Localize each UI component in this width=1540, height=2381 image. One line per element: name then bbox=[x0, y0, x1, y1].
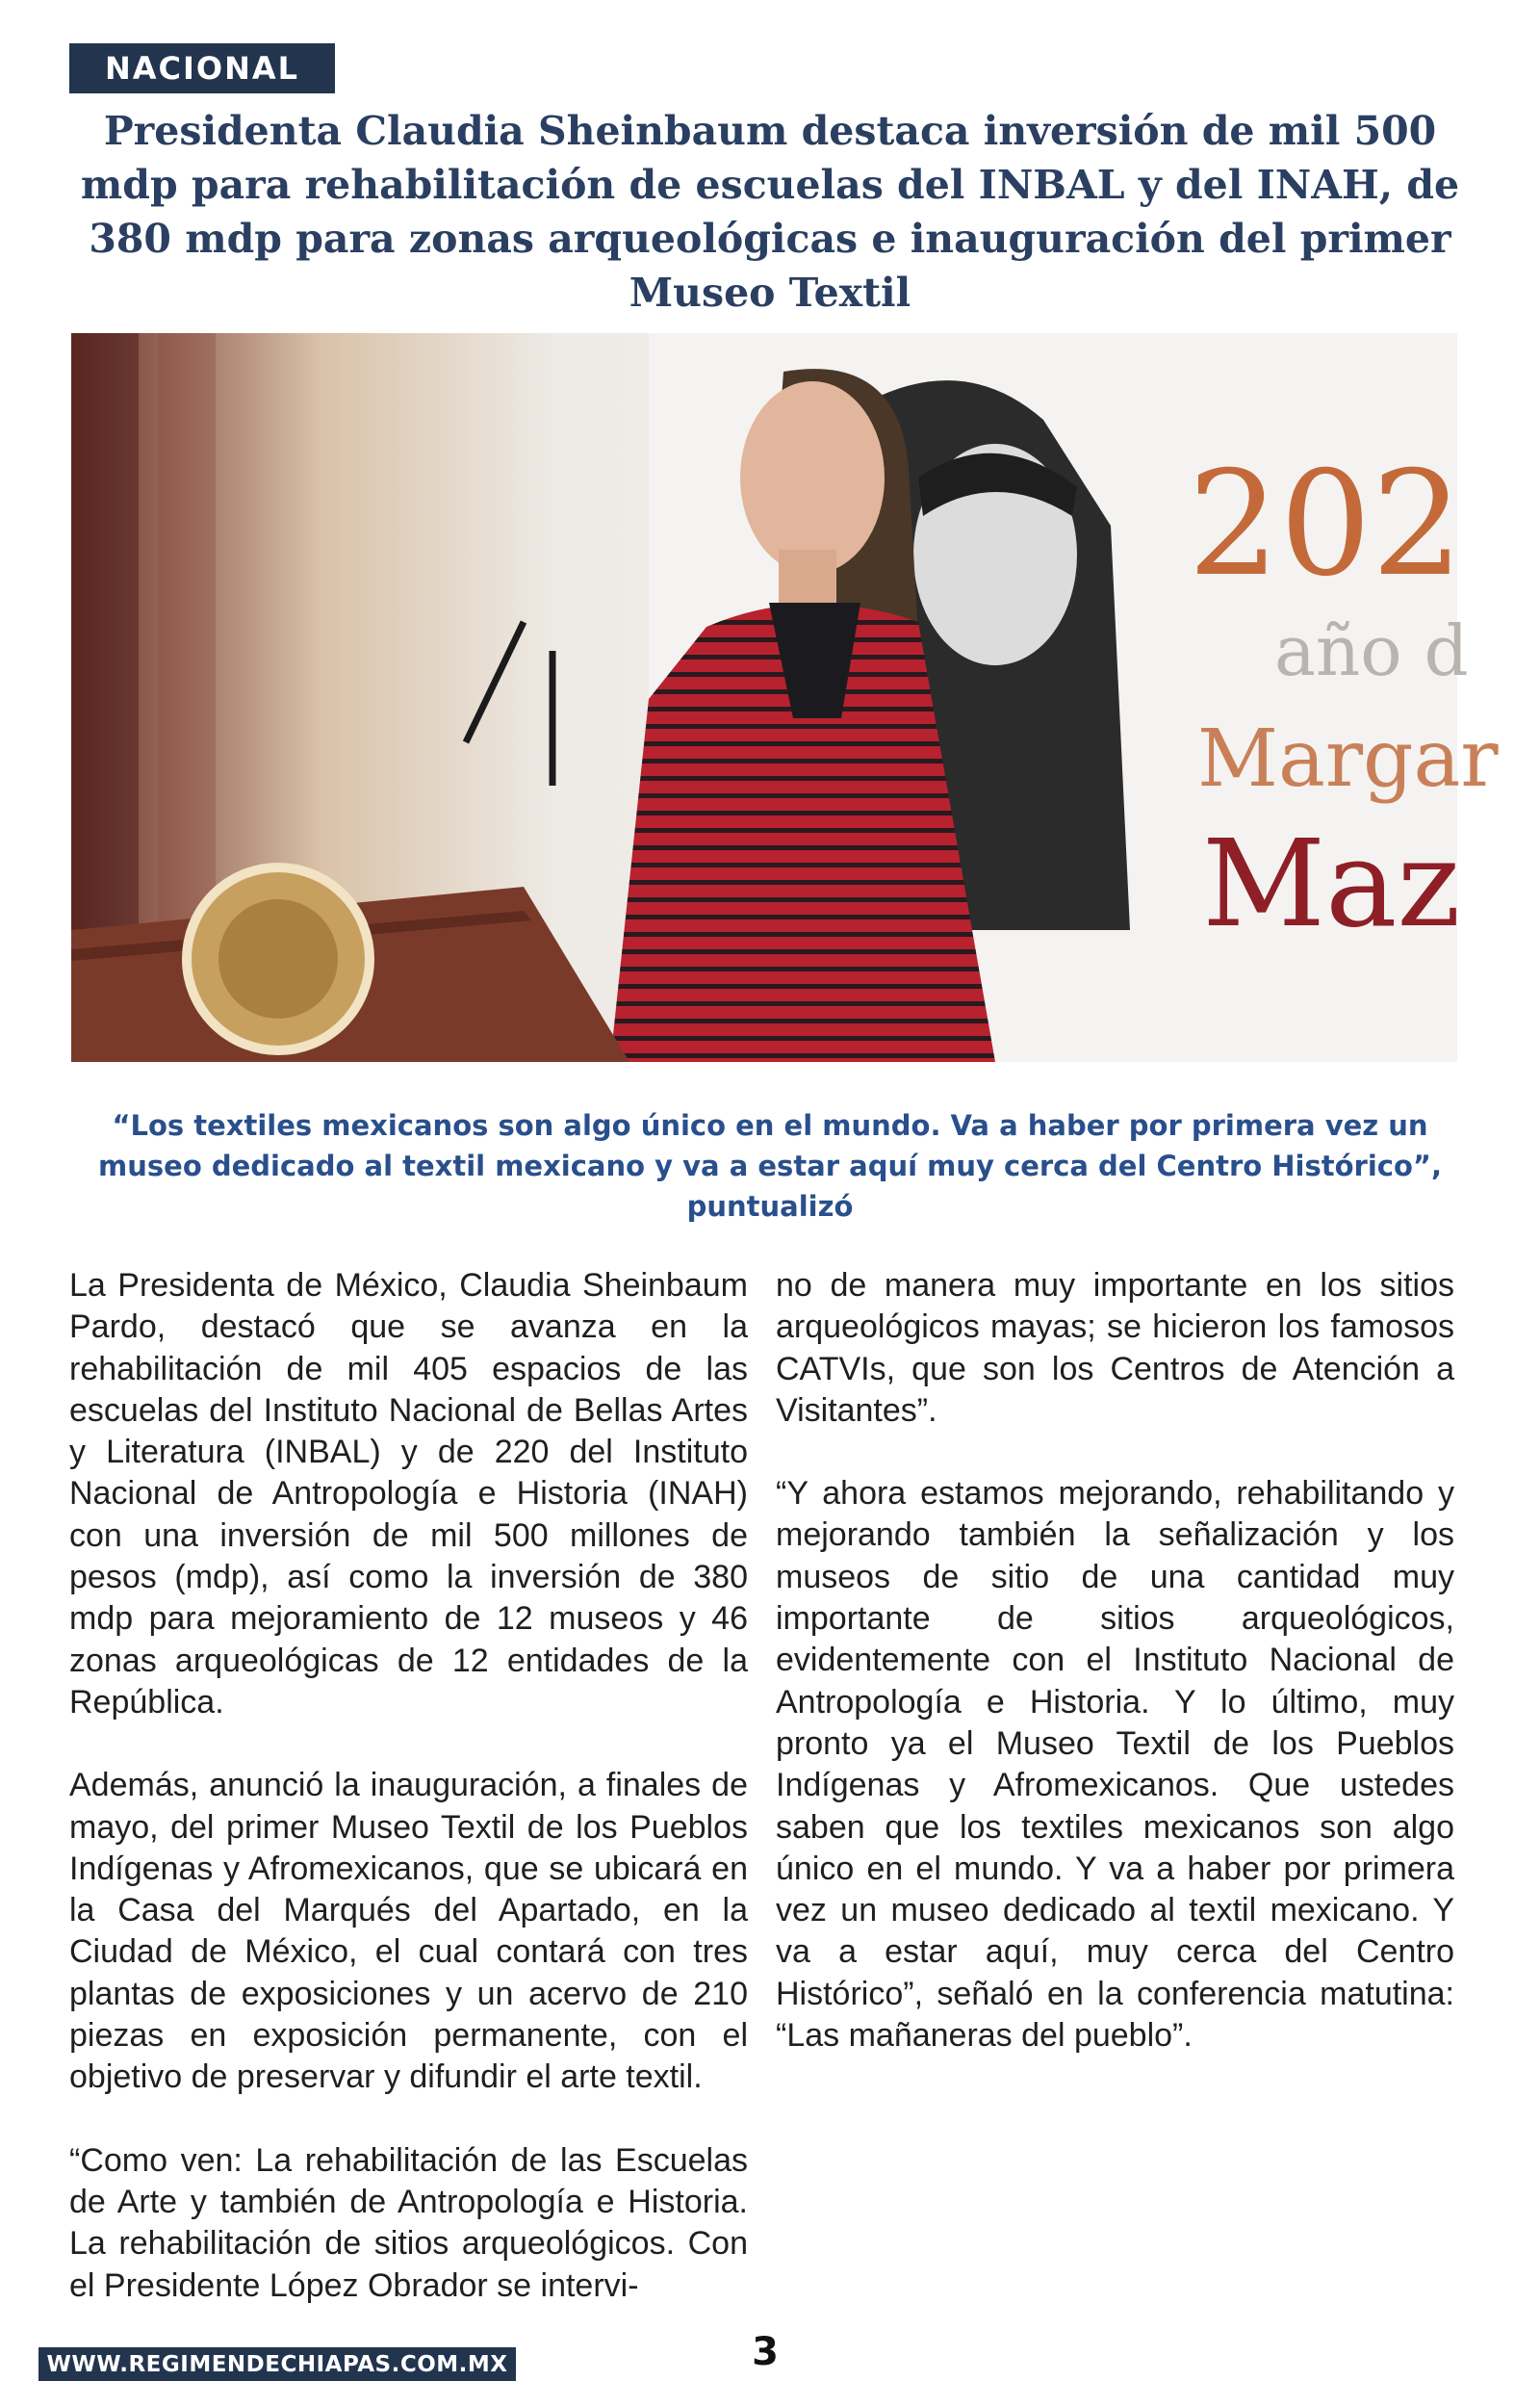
body-column-right bbox=[776, 1265, 1454, 2098]
body-paragraph: “Como ven: La rehabilitación de las Escuelas de Arte y también de Antropología e Historia. La rehabilitación de sitios arqueológicos. Con el Presidente López Obrador se intervi- bbox=[69, 2141, 748, 2304]
body-column-left bbox=[69, 1265, 748, 2348]
body-paragraph: “Y ahora estamos mejorando, rehabilitando y mejorando también la señalización y los museos de sitio de una cantidad muy importante de sitios arqueológicos, evidentemente con el Instituto Nacional de Antropología e Historia. Y lo último, muy pronto ya el Museo Textil de los Pueblos Indígenas y Afromexicanos. Que ustedes saben que los textiles mexicanos son algo único en el mundo. Y va a haber por primera vez un museo dedicado al textil mexicano. Y va a estar aquí, muy cerca del Centro Histórico”, señaló en la conferencia matutina: “Las mañaneras del pueblo”. bbox=[776, 1475, 1454, 2055]
headline: Presidenta Claudia Sheinbaum destaca inversión de mil 500 mdp para rehabilitación de escuelas del INBAL y del INAH, de 380 mdp para zonas arqueológicas e inauguración del primer Museo Textil bbox=[80, 108, 1460, 316]
news-photo bbox=[71, 333, 1499, 1062]
section-tag: NACIONAL bbox=[69, 43, 335, 93]
backdrop-line3: Maz bbox=[1202, 815, 1461, 954]
page-number: 3 bbox=[752, 2330, 779, 2374]
body-paragraph: no de manera muy importante en los sitios arqueológicos mayas; se hicieron los famosos CATVIs, que son los Centros de Atención a Visitantes”. bbox=[776, 1267, 1454, 1429]
website-link[interactable]: WWW.REGIMENDECHIAPAS.COM.MX bbox=[38, 2347, 516, 2381]
pull-quote-caption: “Los textiles mexicanos son algo único en el mundo. Va a haber por primera vez un museo dedicado al textil mexicano y va a estar aquí muy cerca del Centro Histórico”, puntualizó bbox=[98, 1109, 1442, 1223]
body-paragraph: Además, anunció la inauguración, a finales de mayo, del primer Museo Textil de los Pueblos Indígenas y Afromexicanos, que se ubicará en la Casa del Marqués del Apartado, en la Ciudad de México, el cual contará con tres plantas de exposiciones y un acervo de 210 piezas en exposición permanente, con el objetivo de preservar y difundir el arte textil. bbox=[69, 1767, 748, 2096]
body-paragraph: La Presidenta de México, Claudia Sheinbaum Pardo, destacó que se avanza en la rehabilitación de mil 405 espacios de las escuelas del Instituto Nacional de Bellas Artes y Literatura (INBAL) y de 220 del Instituto Nacional de Antropología e Historia (INAH) con una inversión de mil 500 millones de pesos (mdp), así como la inversión de 380 mdp para mejoramiento de 12 museos y 46 zonas arqueológicas de 12 entidades de la República. bbox=[69, 1267, 748, 1721]
backdrop-line1: año d bbox=[1274, 610, 1469, 691]
backdrop-year: 202 bbox=[1188, 441, 1464, 608]
backdrop-line2: Margar bbox=[1197, 713, 1499, 805]
